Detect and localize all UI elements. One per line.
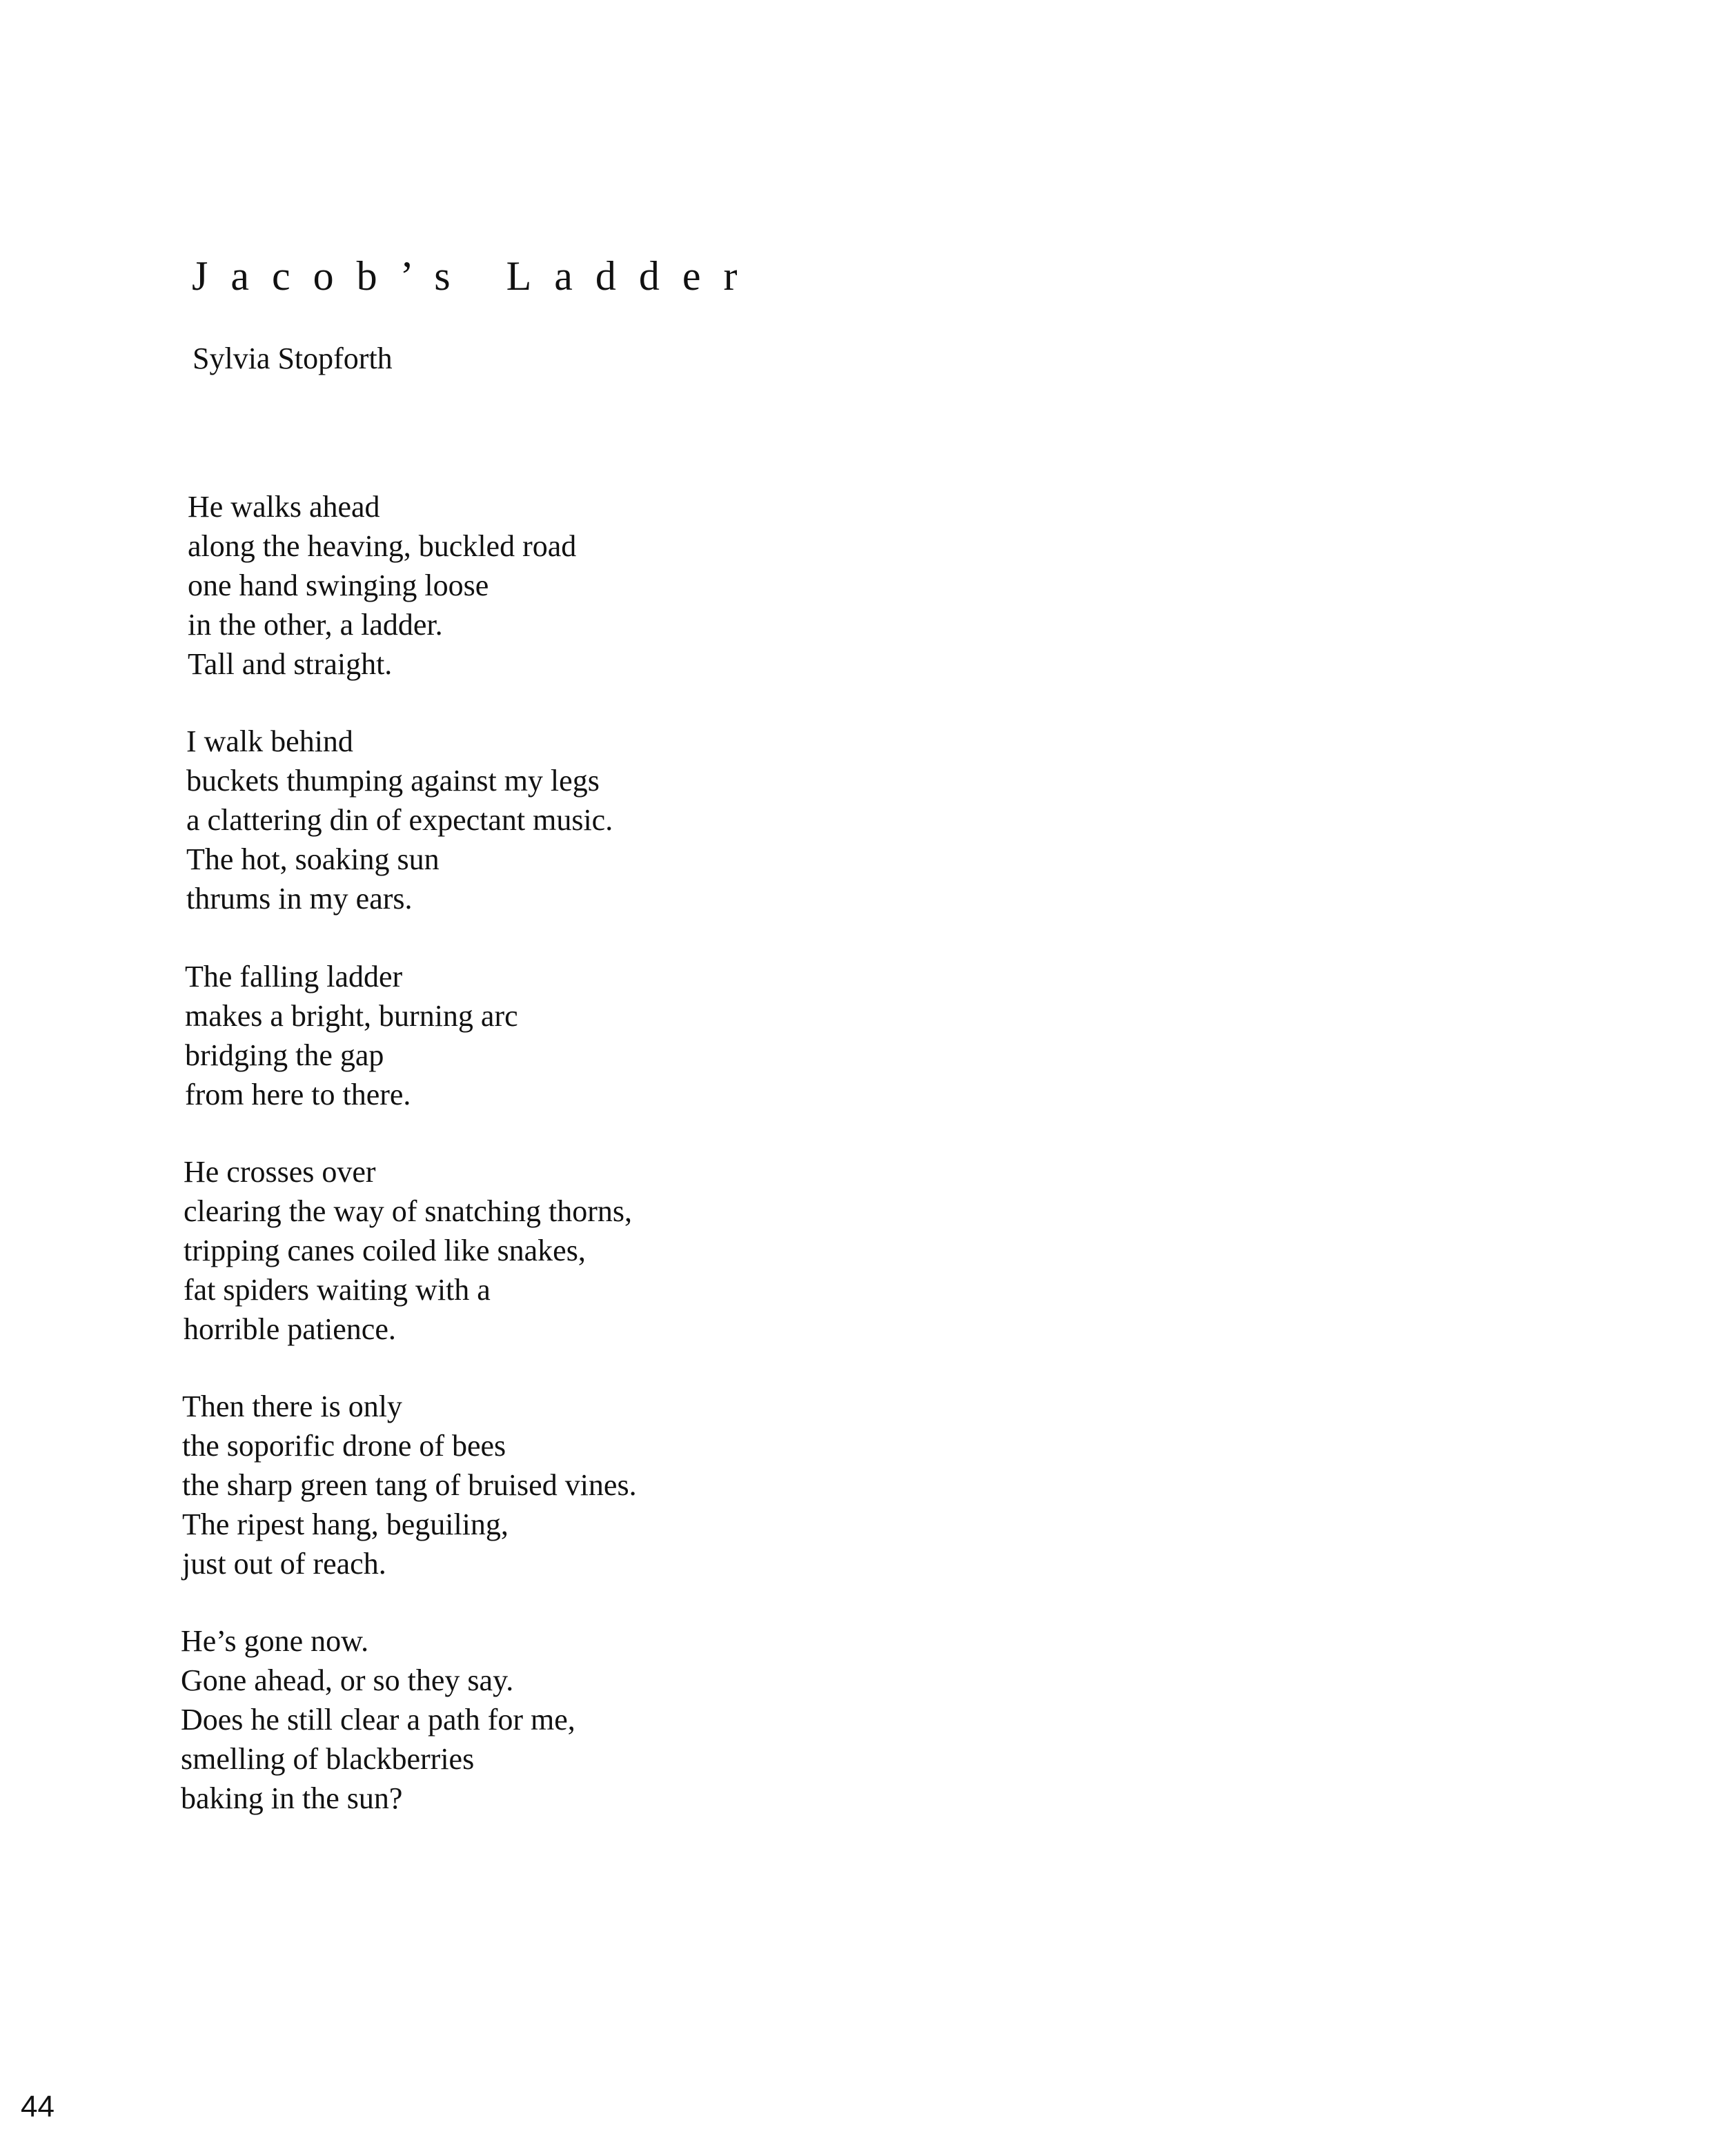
poem-line: He crosses over — [184, 1155, 376, 1189]
poem-line: the sharp green tang of bruised vines. — [182, 1468, 637, 1502]
poem-line: He walks ahead — [188, 490, 380, 524]
poem-line: bridging the gap — [185, 1038, 384, 1072]
poem-line: Tall and straight. — [188, 647, 393, 681]
poem-line: just out of reach. — [182, 1547, 386, 1581]
poem-line: along the heaving, buckled road — [188, 529, 577, 563]
poem-line: The hot, soaking sun — [186, 842, 440, 876]
poem-line: smelling of blackberries — [181, 1742, 475, 1776]
stanza — [188, 487, 576, 684]
stanza — [185, 957, 518, 1114]
poem-line: a clattering din of expectant music. — [186, 803, 613, 837]
stanza — [181, 1621, 575, 1818]
poem-author: Sylvia Stopforth — [193, 342, 393, 375]
poem-line: Does he still clear a path for me, — [181, 1703, 575, 1737]
poem-line: Gone ahead, or so they say. — [181, 1663, 514, 1697]
poem-line: from here to there. — [185, 1078, 411, 1111]
poem-line: I walk behind — [186, 724, 353, 758]
poem-line: baking in the sun? — [181, 1781, 403, 1815]
poem-line: makes a bright, burning arc — [185, 999, 518, 1033]
poem-line: He’s gone now. — [181, 1624, 369, 1658]
poem-line: clearing the way of snatching thorns, — [184, 1194, 633, 1228]
poem-line: tripping canes coiled like snakes, — [184, 1234, 586, 1267]
poem-line: in the other, a ladder. — [188, 608, 443, 642]
poem-line: the soporific drone of bees — [182, 1429, 506, 1463]
poem-line: thrums in my ears. — [186, 882, 413, 916]
poem-title: Jacob’s Ladder — [192, 253, 760, 299]
poem-line: Then there is only — [182, 1389, 402, 1423]
stanza — [184, 1152, 632, 1349]
poem-line: fat spiders waiting with a — [184, 1273, 491, 1307]
stanza — [182, 1387, 637, 1583]
poem-line: The falling ladder — [185, 960, 403, 993]
poem-line: horrible patience. — [184, 1312, 396, 1346]
poem-line: The ripest hang, beguiling, — [182, 1507, 509, 1541]
page-number: 44 — [21, 2090, 55, 2124]
poem-line: one hand swinging loose — [188, 568, 489, 602]
poem-line: buckets thumping against my legs — [186, 764, 600, 798]
stanza — [186, 722, 613, 918]
